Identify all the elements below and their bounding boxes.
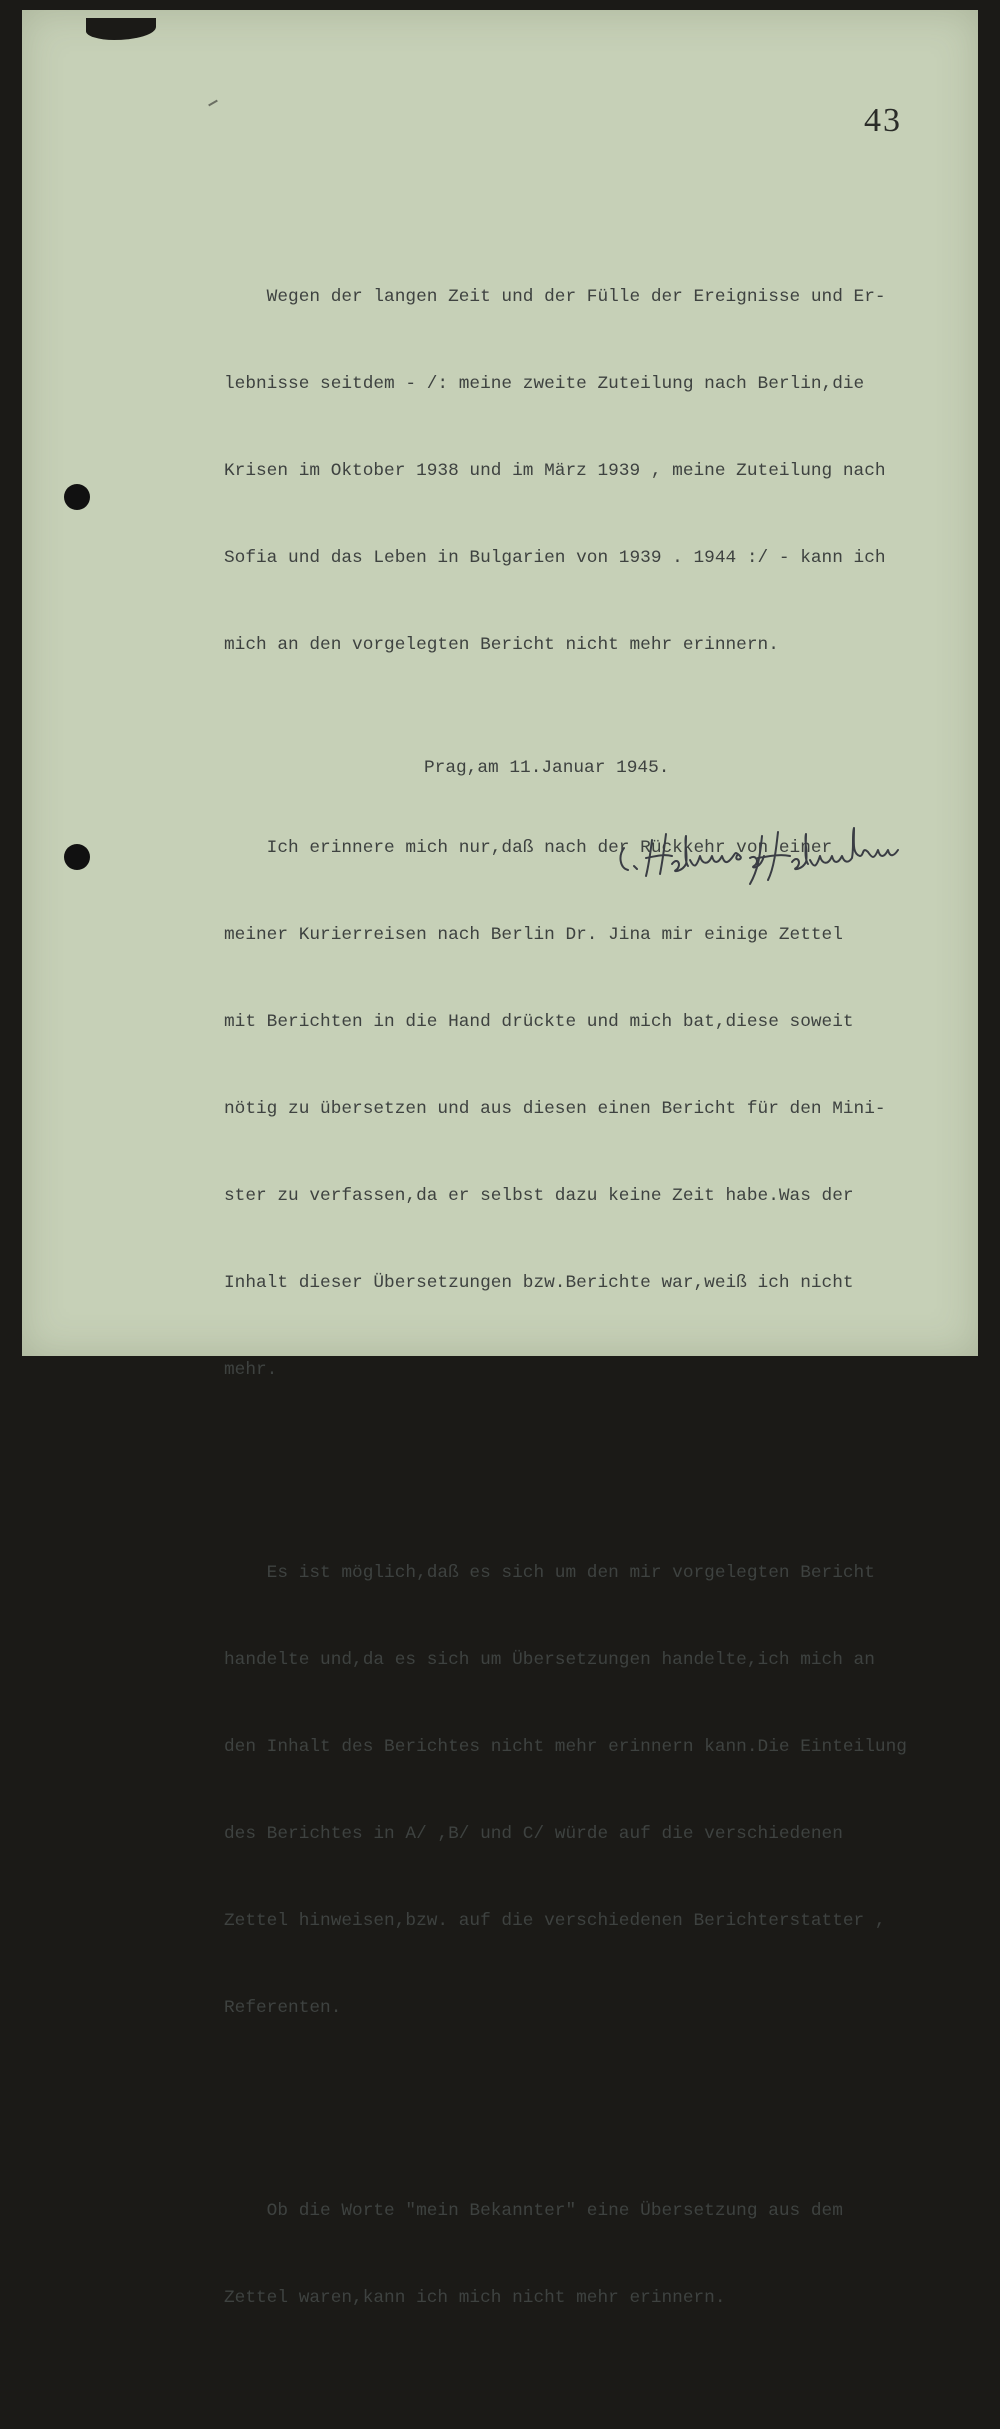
text-line: Ich erinnere mich nur,daß nach der Rückkehr von einer: [224, 838, 833, 858]
text-line: Wegen der langen Zeit und der Fülle der Ereignisse und Er-: [224, 287, 886, 307]
handwritten-signature: [610, 820, 960, 890]
text-line: Es ist möglich,daß es sich um den mir vorgelegten Bericht: [224, 1563, 875, 1583]
page-number: 43: [864, 102, 902, 139]
place-and-date: Prag,am 11.Januar 1945.: [424, 758, 670, 778]
punch-hole-bottom: [64, 844, 90, 870]
text-line: Ob die Worte "mein Bekannter" eine Übersetzung aus dem: [224, 2201, 843, 2221]
document-page: [22, 10, 978, 2308]
text-line: Krisen im Oktober 1938 und im März 1939 , meine Zuteilung nach: [224, 461, 886, 481]
text-line: Referenten.: [224, 1998, 342, 2018]
text-line: mich an den vorgelegten Bericht nicht mehr erinnern.: [224, 635, 779, 655]
text-line: mehr.: [224, 1360, 278, 1380]
paragraph-4: [224, 2139, 984, 2371]
letter-body: [224, 167, 984, 2429]
paragraph-1: [224, 225, 984, 718]
pencil-mark: [208, 100, 218, 107]
text-line: den Inhalt des Berichtes nicht mehr erinnern kann.Die Einteilung: [224, 1737, 907, 1757]
text-line: mit Berichten in die Hand drückte und mich bat,diese soweit: [224, 1012, 854, 1032]
torn-corner: [86, 18, 156, 40]
text-line: lebnisse seitdem - /: meine zweite Zuteilung nach Berlin,die: [224, 374, 865, 394]
text-line: Inhalt dieser Übersetzungen bzw.Berichte war,weiß ich nicht: [224, 1273, 854, 1293]
text-line: Zettel hinweisen,bzw. auf die verschiedenen Berichterstatter ,: [224, 1911, 886, 1931]
text-line: ster zu verfassen,da er selbst dazu keine Zeit habe.Was der: [224, 1186, 854, 1206]
paragraph-3: [224, 1501, 984, 2081]
text-line: nötig zu übersetzen und aus diesen einen Bericht für den Mini-: [224, 1099, 886, 1119]
text-line: des Berichtes in A/ ,B/ und C/ würde auf die verschiedenen: [224, 1824, 843, 1844]
text-line: Zettel waren,kann ich mich nicht mehr erinnern.: [224, 2288, 726, 2308]
text-line: Sofia und das Leben in Bulgarien von 1939 . 1944 :/ - kann ich: [224, 548, 886, 568]
punch-hole-top: [64, 484, 90, 510]
text-line: handelte und,da es sich um Übersetzungen handelte,ich mich an: [224, 1650, 875, 1670]
text-line: meiner Kurierreisen nach Berlin Dr. Jina mir einige Zettel: [224, 925, 843, 945]
